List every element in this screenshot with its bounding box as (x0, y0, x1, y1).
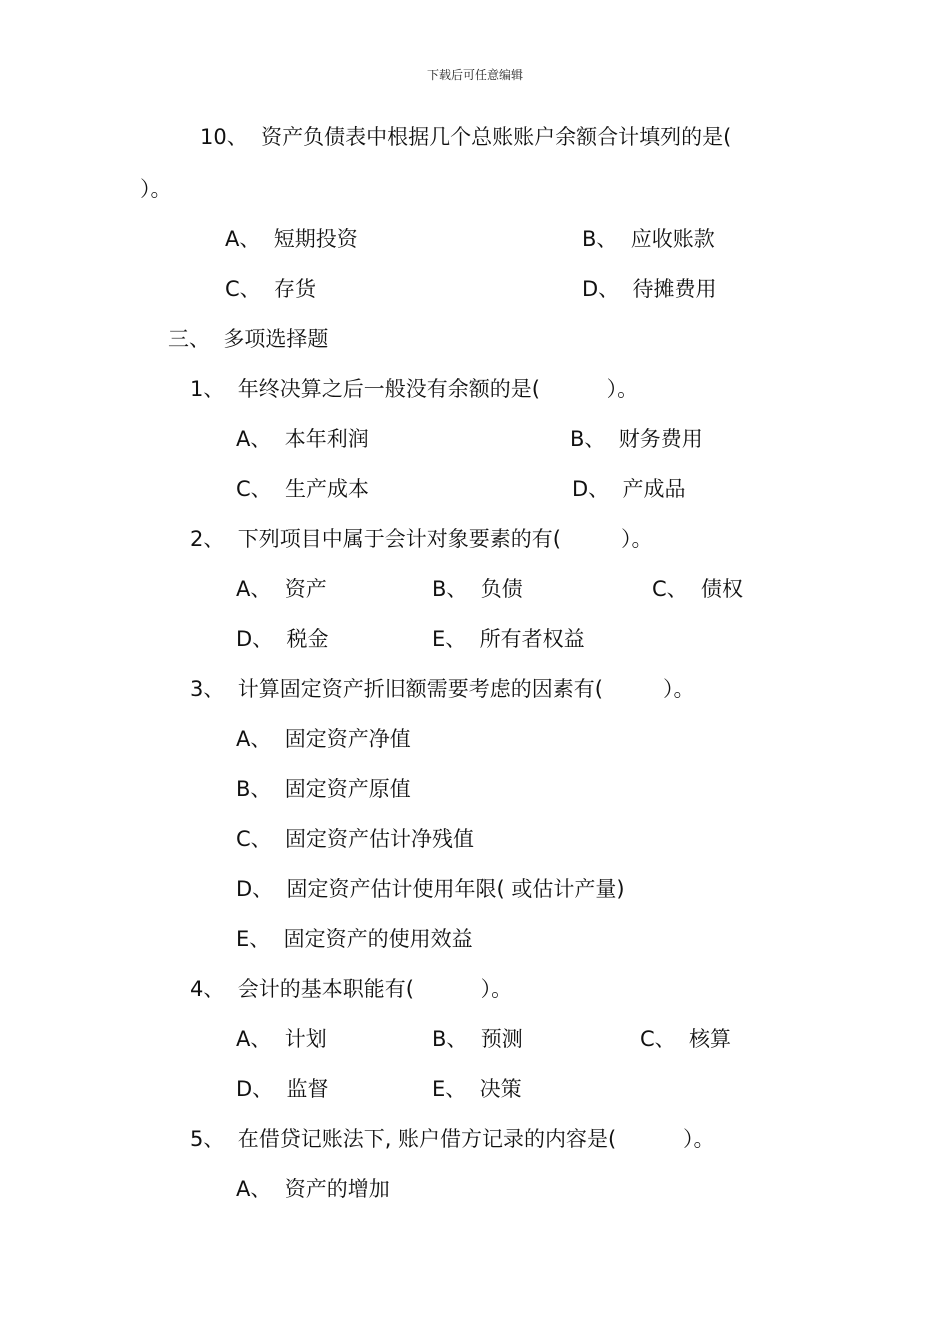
m4-option-c: C、 核算 (640, 1027, 732, 1051)
m2-option-c: C、 债权 (652, 577, 744, 601)
m3-option-e: E、 固定资产的使用效益 (236, 927, 473, 951)
m1-option-d: D、 产成品 (572, 477, 686, 501)
m4-option-e: E、 决策 (432, 1077, 522, 1101)
q10-option-b: B、 应收账款 (582, 227, 715, 251)
m5-stem: 5、 在借贷记账法下, 账户借方记录的内容是( ）。 (190, 1127, 715, 1151)
q10-stem-end: ）。 (140, 177, 172, 201)
q10-stem: 10、 资产负债表中根据几个总账账户余额合计填列的是( (200, 125, 732, 149)
m3-option-c: C、 固定资产估计净残值 (236, 827, 475, 851)
m2-option-b: B、 负债 (432, 577, 523, 601)
m1-option-c: C、 生产成本 (236, 477, 370, 501)
m2-option-a: A、 资产 (236, 577, 327, 601)
page-header: 下载后可任意编辑 (426, 68, 523, 82)
m3-option-a: A、 固定资产净值 (236, 727, 411, 751)
m4-stem: 4、 会计的基本职能有( ）。 (190, 977, 513, 1001)
m2-option-e: E、 所有者权益 (432, 627, 585, 651)
q10-option-d: D、 待摊费用 (582, 277, 717, 301)
m3-option-d: D、 固定资产估计使用年限( 或估计产量) (236, 877, 625, 901)
m2-stem: 2、 下列项目中属于会计对象要素的有( ）。 (190, 527, 653, 551)
m4-option-d: D、 监督 (236, 1077, 329, 1101)
q10-option-a: A、 短期投资 (225, 227, 358, 251)
m3-stem: 3、 计算固定资产折旧额需要考虑的因素有( ）。 (190, 677, 695, 701)
section-title: 三、 多项选择题 (168, 327, 329, 351)
m4-option-b: B、 预测 (432, 1027, 523, 1051)
m1-stem: 1、 年终决算之后一般没有余额的是( ）。 (190, 377, 639, 401)
m3-option-b: B、 固定资产原值 (236, 777, 411, 801)
q10-option-c: C、 存货 (225, 277, 317, 301)
m4-option-a: A、 计划 (236, 1027, 327, 1051)
m5-option-a: A、 资产的增加 (236, 1177, 390, 1201)
m2-option-d: D、 税金 (236, 627, 329, 651)
m1-option-a: A、 本年利润 (236, 427, 369, 451)
m1-option-b: B、 财务费用 (570, 427, 703, 451)
